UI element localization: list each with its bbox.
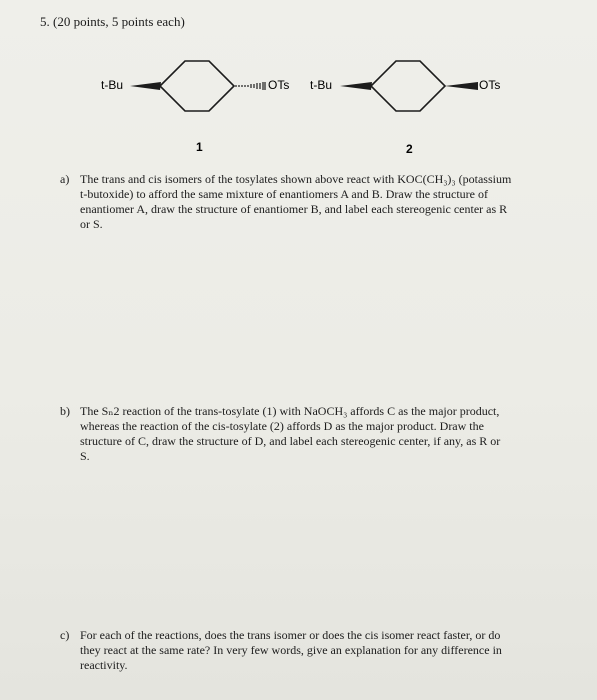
question-a-line: enantiomer A, draw the structure of enantiomer B, and label each stereogenic center as R (80, 202, 508, 216)
question-a-label: a) (60, 172, 70, 186)
compound-1-ring (160, 61, 234, 111)
question-b-line: The Sₙ2 reaction of the trans-tosylate (1) with NaOCH₃ affords C as the major product, (80, 404, 500, 418)
compound-1-structure (101, 61, 289, 154)
question-a-line: The trans and cis isomers of the tosylates shown above react with KOC(CH₃)₃ (potassium (80, 172, 512, 186)
question-c-line: For each of the reactions, does the trans isomer or does the cis isomer react faster, or do (80, 628, 501, 642)
compound-1-hashed-bond (236, 82, 265, 90)
question-b (60, 404, 555, 464)
question-a-body (80, 172, 560, 232)
compound-2-ots-label: OTs (479, 78, 501, 92)
question-c-line: reactivity. (80, 658, 128, 672)
question-b-label: b) (60, 404, 70, 418)
compound-1-ots-label: OTs (268, 78, 290, 92)
question-b-line: S. (80, 449, 90, 463)
compound-2-number: 2 (406, 142, 413, 156)
question-a (60, 172, 560, 232)
question-c-line: they react at the same rate? In very few words, give an explanation for any difference in (80, 643, 502, 657)
question-c (60, 628, 555, 673)
compound-1-tbu-label: t-Bu (101, 78, 124, 92)
compound-2-ring (371, 61, 445, 111)
tosylate-structures (0, 0, 597, 170)
question-c-label: c) (60, 628, 70, 642)
compound-1-number: 1 (196, 140, 203, 154)
question-a-line: or S. (80, 217, 103, 231)
compound-2-structure (310, 61, 500, 156)
question-b-line: whereas the reaction of the cis-tosylate (2) affords D as the major product. Draw the (80, 419, 484, 433)
compound-2-ots-wedge-bond (445, 82, 478, 90)
question-c-body (80, 628, 555, 673)
question-a-line: t-butoxide) to afford the same mixture of enantiomers A and B. Draw the structure of (80, 187, 488, 201)
compound-2-wedge-bond (340, 82, 372, 90)
compound-1-wedge-bond (130, 82, 161, 90)
compound-2-tbu-label: t-Bu (310, 78, 333, 92)
question-b-line: structure of C, draw the structure of D, and label each stereogenic center, if any, as R or (80, 434, 501, 448)
question-b-body (80, 404, 555, 464)
problem-header: 5. (20 points, 5 points each) (40, 14, 185, 29)
